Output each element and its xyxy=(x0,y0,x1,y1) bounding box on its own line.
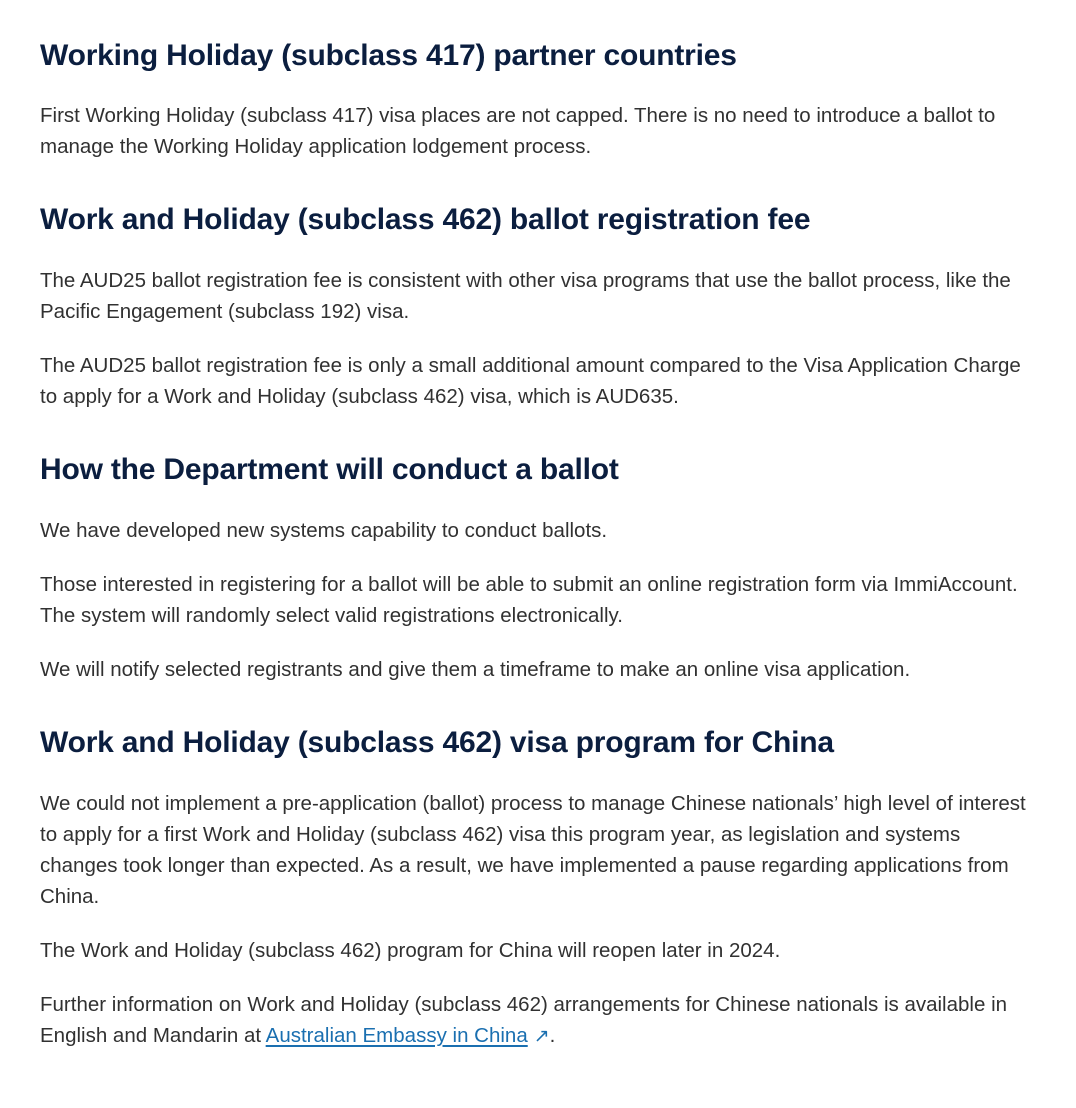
section-ballot-registration-fee xyxy=(40,200,1040,412)
section-conduct-ballot xyxy=(40,450,1040,685)
paragraph: We will notify selected registrants and give them a timeframe to make an online visa application. xyxy=(40,658,911,681)
australian-embassy-link-text: Australian Embassy in China xyxy=(265,1024,528,1047)
section-china-program xyxy=(40,723,1040,1052)
link-paragraph-after: . xyxy=(549,1024,556,1047)
paragraph: Those interested in registering for a ballot will be able to submit an online registration form via ImmiAccount. The system will randomly select valid registrations electronically. xyxy=(40,573,1018,627)
external-link-icon: ↗ xyxy=(533,1026,550,1047)
link-paragraph-before: Further information on Work and Holiday (subclass 462) arrangements for Chinese nationals is available in English and Mandarin at xyxy=(40,993,1008,1047)
paragraph: The AUD25 ballot registration fee is only a small additional amount compared to the Visa Application Charge to apply for a Work and Holiday (subclass 462) visa, which is AUD635. xyxy=(40,354,1021,408)
paragraph: We have developed new systems capability to conduct ballots. xyxy=(40,519,608,542)
paragraph-with-link xyxy=(40,989,1040,1052)
australian-embassy-link[interactable] xyxy=(266,1024,550,1047)
heading-ballot-registration-fee: Work and Holiday (subclass 462) ballot registration fee xyxy=(40,203,811,236)
heading-conduct-ballot: How the Department will conduct a ballot xyxy=(40,453,619,486)
section-working-holiday-417 xyxy=(40,36,1040,162)
heading-working-holiday-417: Working Holiday (subclass 417) partner countries xyxy=(40,39,737,72)
main-content xyxy=(40,36,1040,1052)
paragraph: The AUD25 ballot registration fee is consistent with other visa programs that use the ballot process, like the Pacific Engagement (subclass 192) visa. xyxy=(40,269,1011,323)
paragraph: We could not implement a pre-application (ballot) process to manage Chinese nationals’ high level of interest to apply for a first Work and Holiday (subclass 462) visa this program year, as legislation and systems changes took longer than expected. As a result, we have implemented a pause regarding applications from China. xyxy=(40,792,1026,908)
paragraph: First Working Holiday (subclass 417) visa places are not capped. There is no need to introduce a ballot to manage the Working Holiday application lodgement process. xyxy=(40,104,996,158)
heading-china-program: Work and Holiday (subclass 462) visa program for China xyxy=(40,726,834,759)
paragraph: The Work and Holiday (subclass 462) program for China will reopen later in 2024. xyxy=(40,939,781,962)
